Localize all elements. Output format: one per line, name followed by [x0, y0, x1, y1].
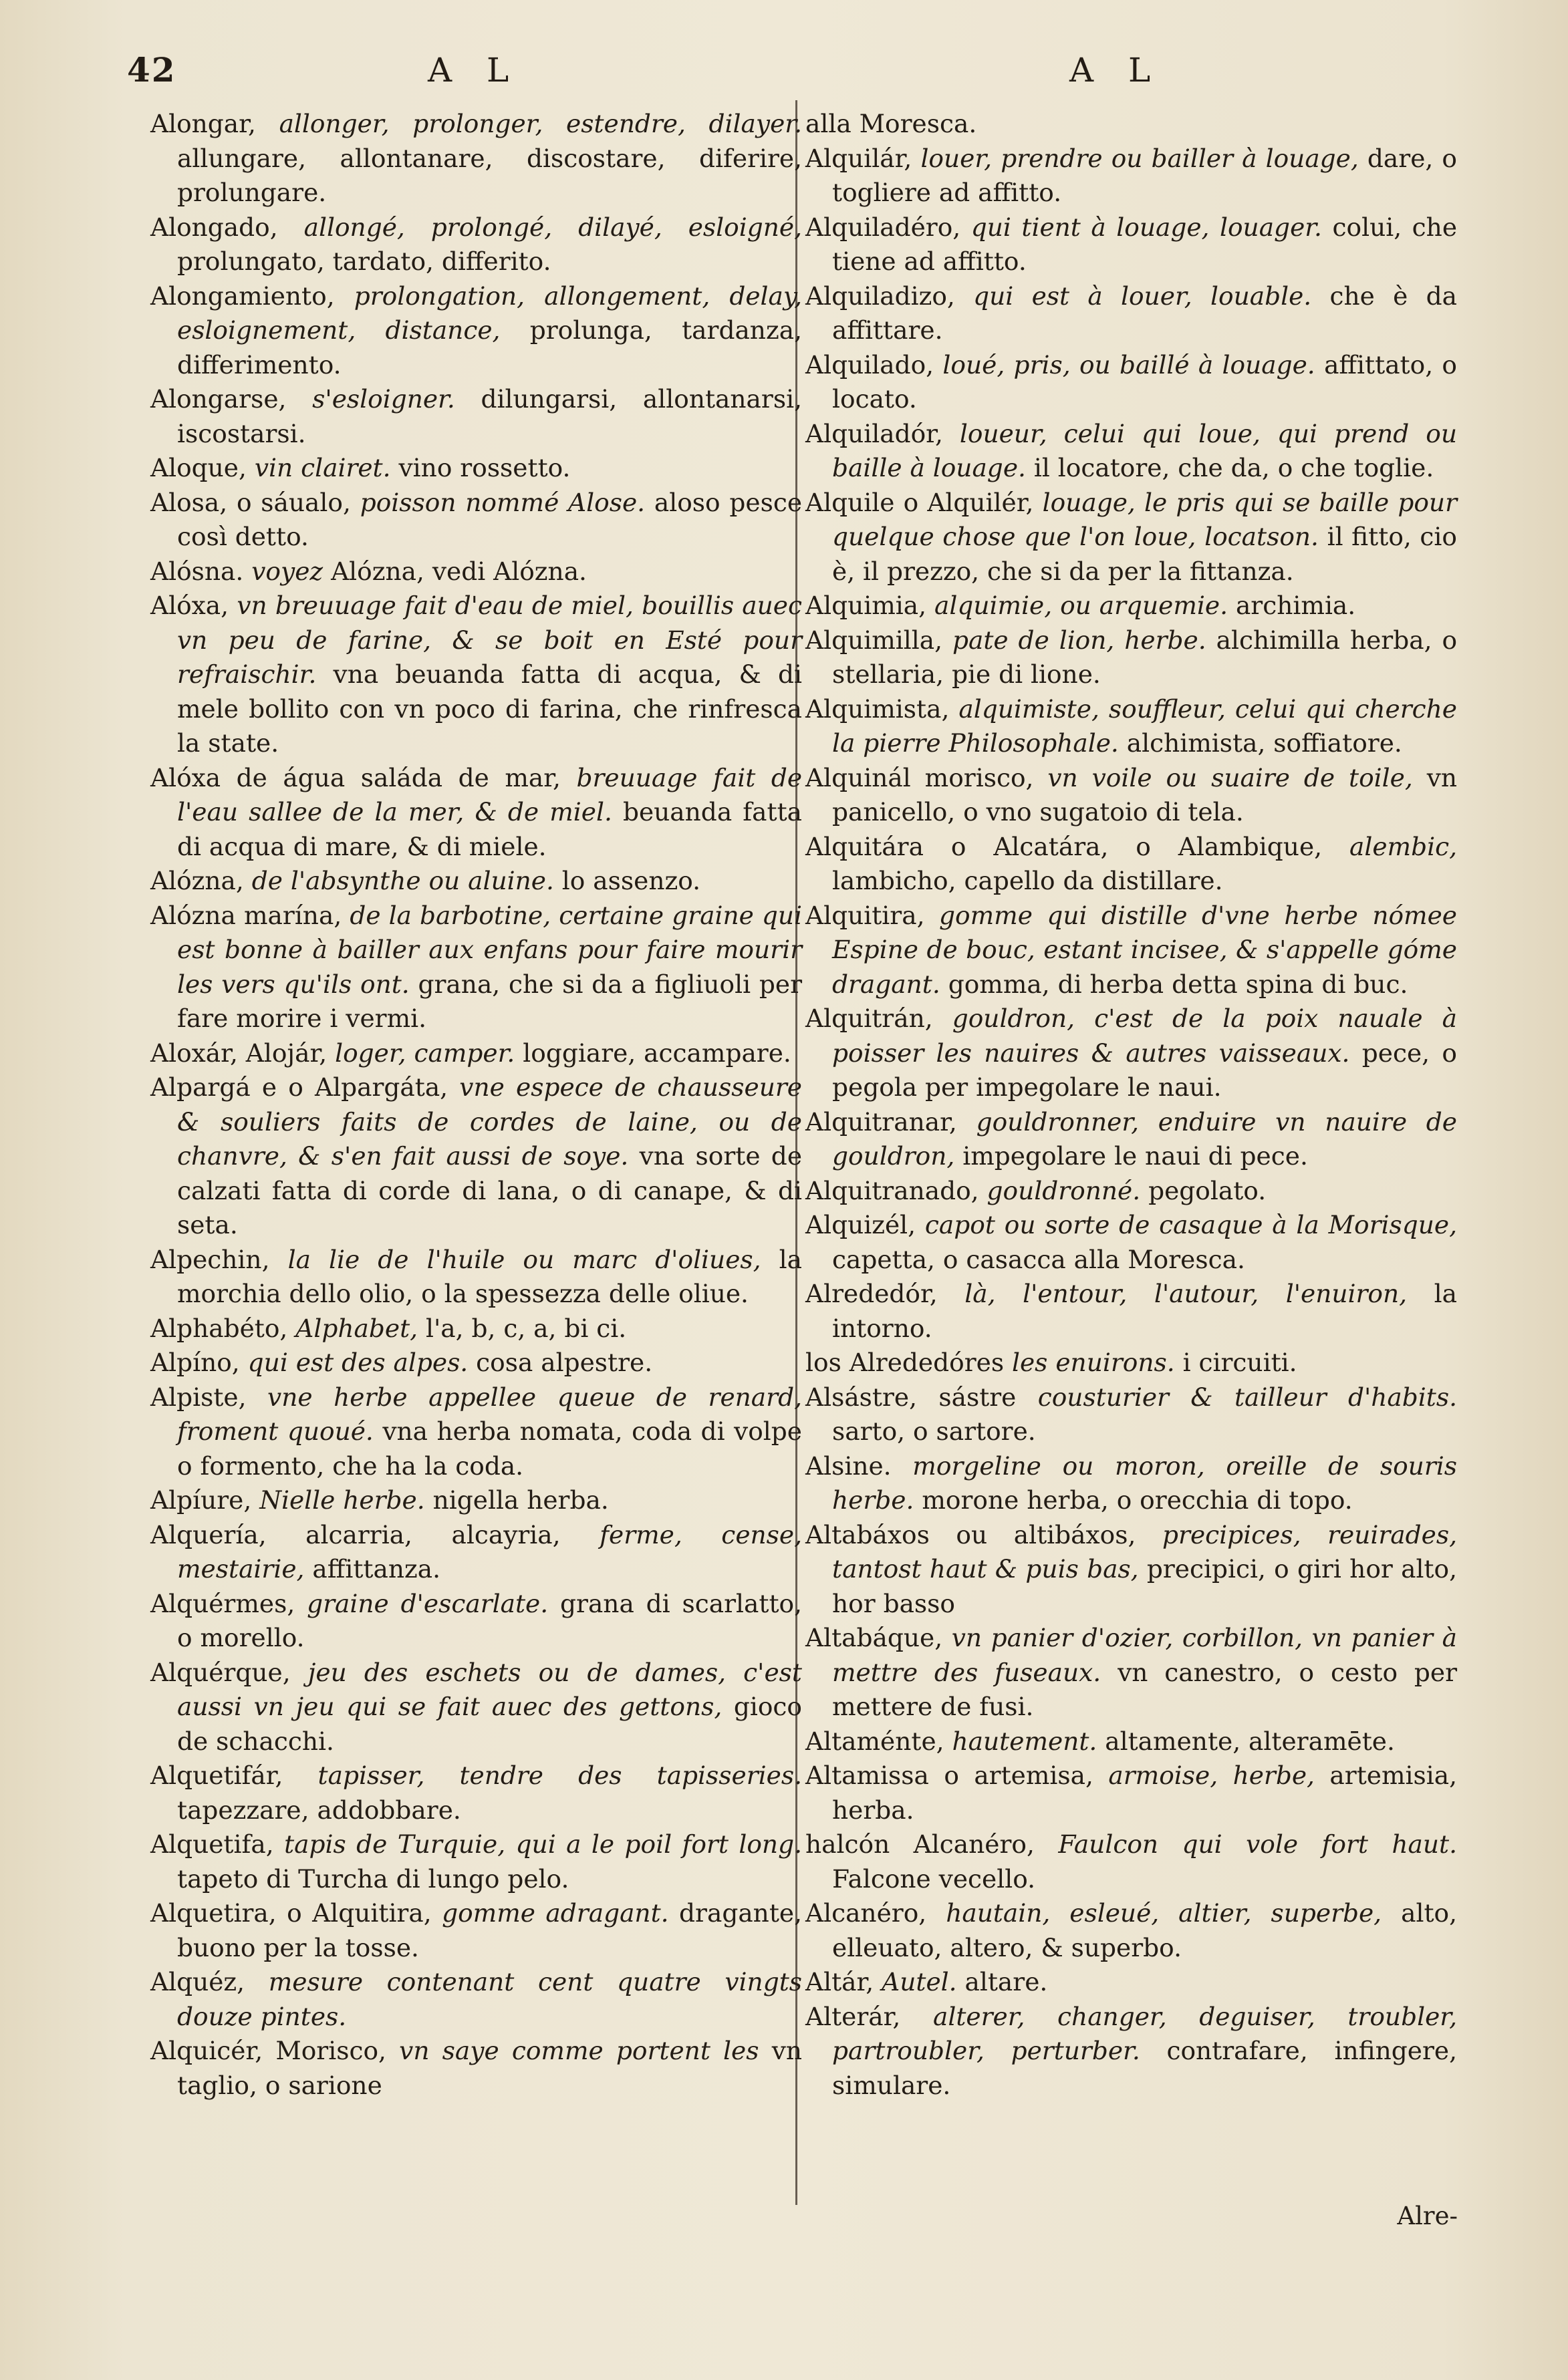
italian-gloss: dare, o togliere ad affitto.: [832, 143, 1458, 207]
headword: Alsástre, sástre: [805, 1382, 1017, 1412]
headword: Alquinál morisco,: [805, 762, 1034, 792]
headword: Altamissa o artemisa,: [805, 1761, 1093, 1790]
french-gloss: capot ou sorte de casaque à la Morisque,: [924, 1210, 1458, 1239]
french-gloss: mesure contenant cent quatre vingts douze pintes.: [177, 1967, 803, 2031]
french-gloss: vne espece de chausseure & souliers faits de cordes de laine, ou de chanvre, & s'en fait aussi de soye.: [177, 1072, 803, 1171]
headword: Alosa, o sáualo,: [150, 487, 351, 517]
french-gloss: armoise, herbe,: [1108, 1761, 1315, 1790]
italian-gloss: lambicho, capello da distillare.: [832, 866, 1223, 895]
french-gloss: s'esloigner.: [312, 384, 455, 414]
dictionary-entry: [805, 1208, 1457, 1277]
dictionary-entry: [805, 761, 1457, 830]
dictionary-entry: [150, 279, 802, 383]
french-gloss: la lie de l'huile ou marc d'oliues,: [287, 1244, 761, 1274]
dictionary-entry: [150, 1965, 802, 2034]
dictionary-entry: [150, 451, 802, 486]
french-gloss: vin clairet.: [254, 453, 391, 482]
french-gloss: Alphabet,: [295, 1313, 418, 1343]
dictionary-entry: [805, 830, 1457, 899]
italian-gloss: morone herba, o orecchia di topo.: [922, 1485, 1353, 1515]
headword: Alquitranar,: [805, 1106, 957, 1137]
french-gloss: precipices, reuirades, tantost haut & puis bas,: [832, 1519, 1457, 1584]
headword: Altár,: [805, 1967, 874, 1996]
french-gloss: vne herbe appellee queue de renard, froment quoué.: [177, 1382, 803, 1446]
french-gloss: qui est des alpes.: [247, 1348, 469, 1377]
headword: Alquetira, o Alquitira,: [150, 1898, 432, 1928]
headword: Alózna marína,: [150, 900, 342, 930]
italian-gloss: sarto, o sartore.: [832, 1417, 1036, 1446]
italian-gloss: pegolato.: [1148, 1175, 1267, 1205]
italian-gloss: dilungarsi, allontanarsi, iscostarsi.: [177, 384, 802, 448]
dictionary-entry: [150, 589, 802, 761]
italian-gloss: gioco de schacchi.: [177, 1692, 803, 1756]
headword: Alquérmes,: [150, 1588, 295, 1618]
french-gloss: jeu des eschets ou de dames, c'est aussi vn jeu qui se fait auec des gettons,: [177, 1657, 802, 1721]
left-running-head: A L: [428, 51, 521, 90]
italian-gloss: capetta, o casacca alla Moresca.: [832, 1244, 1245, 1274]
french-gloss: poisson nommé Alose.: [360, 487, 646, 517]
headword: Alquetifár,: [150, 1761, 283, 1790]
french-gloss: loué, pris, ou baillé à louage.: [942, 349, 1315, 380]
dictionary-entry: [150, 1896, 802, 1965]
french-gloss: cousturier & tailleur d'habits.: [1037, 1382, 1458, 1412]
italian-gloss: Falcone vecello.: [832, 1864, 1036, 1894]
french-gloss: de la barbotine, certaine graine qui est bonne à bailler aux enfans pour faire mourir les vers qu'ils ont.: [177, 900, 803, 999]
italian-gloss: vn canestro, o cesto per mettere de fusi.: [832, 1657, 1458, 1721]
italian-gloss: prolungato, tardato, differito.: [177, 247, 551, 276]
french-gloss: gouldronné.: [987, 1175, 1141, 1205]
italian-gloss: aloso pesce così detto.: [177, 487, 803, 551]
dictionary-entry: [805, 486, 1457, 589]
french-gloss: alquimie, ou arquemie.: [934, 591, 1228, 620]
headword: Alóxa,: [150, 591, 229, 620]
dictionary-entry: [150, 555, 802, 589]
page-number: 42: [127, 50, 176, 90]
dictionary-entry: [150, 107, 802, 210]
italian-gloss: precipici, o giri hor alto, hor basso: [832, 1554, 1458, 1618]
headword: Altabáque,: [805, 1623, 943, 1652]
right-column: [805, 107, 1457, 2103]
headword: Altaménte,: [805, 1726, 944, 1756]
french-gloss: prolongation, allongement, delay, esloignement, distance,: [177, 281, 803, 345]
french-gloss: de l'absynthe ou aluine.: [251, 866, 554, 895]
french-gloss: vn saye comme portent les: [399, 2036, 759, 2065]
headword: los Alrededóres: [805, 1348, 1005, 1377]
italian-gloss: loggiare, accampare.: [523, 1038, 791, 1068]
italian-gloss: impegolare le naui di pece.: [962, 1141, 1308, 1171]
italian-gloss: vino rossetto.: [398, 453, 571, 482]
headword: Alquéz,: [150, 1967, 245, 1996]
italian-gloss: pece, o pegola per impegolare le naui.: [832, 1038, 1458, 1102]
italian-gloss: tapezzare, addobbare.: [177, 1795, 461, 1825]
italian-gloss: prolunga, tardanza, differimento.: [177, 315, 802, 380]
dictionary-entry: [150, 1036, 802, 1071]
dictionary-entry: [150, 1380, 802, 1484]
dictionary-entry: [150, 382, 802, 451]
italian-gloss: alchimilla herba, o stellaria, pie di lione.: [832, 625, 1458, 689]
italian-gloss: vna beuanda fatta di acqua, & di mele bollito con vn poco di farina, che rinfresca la state.: [177, 659, 803, 758]
french-gloss: Nielle herbe.: [259, 1485, 425, 1515]
headword: Alquitira,: [805, 900, 925, 930]
headword: Alquilár,: [805, 143, 912, 173]
dictionary-entry: [805, 1277, 1457, 1346]
dictionary-entry: [805, 107, 1457, 142]
italian-gloss: che è da affittare.: [832, 281, 1458, 345]
dictionary-entry: [150, 1312, 802, 1346]
italian-gloss: la morchia dello olio, o la spessezza delle oliue.: [177, 1244, 803, 1308]
italian-gloss: allungare, allontanare, discostare, diferire, prolungare.: [177, 143, 802, 207]
italian-gloss: nigella herba.: [432, 1485, 609, 1515]
french-gloss: louage, le pris qui se baille pour quelque chose que l'on loue, locatson.: [832, 487, 1457, 551]
french-gloss: morgeline ou moron, oreille de souris herbe.: [832, 1451, 1457, 1515]
headword: Alquitára o Alcatára, o Alambique,: [805, 831, 1323, 861]
french-gloss: Autel.: [882, 1967, 957, 1996]
catchword: Alre-: [1397, 2202, 1458, 2230]
italian-gloss: beuanda fatta di acqua di mare, & di miele.: [177, 797, 802, 861]
headword: Alquitrán,: [805, 1004, 933, 1033]
italian-gloss: tapeto di Turcha di lungo pelo.: [177, 1864, 569, 1894]
french-gloss: là, l'entour, l'autour, l'enuiron,: [964, 1279, 1408, 1308]
dictionary-entry: [805, 348, 1457, 417]
dictionary-entry: [805, 1002, 1457, 1105]
italian-gloss: affittato, o locato.: [832, 349, 1458, 414]
headword: Alquizél,: [805, 1210, 916, 1239]
dictionary-entry: [805, 1965, 1457, 2000]
french-gloss: allongé, prolongé, dilayé, esloigné,: [303, 212, 802, 242]
italian-gloss: vna sorte de calzati fatta di corde di lana, o di canape, & di seta.: [177, 1141, 803, 1239]
headword: Alsine.: [805, 1451, 892, 1481]
italian-gloss: alto, elleuato, altero, & superbo.: [832, 1898, 1458, 1962]
headword: Alquiladéro,: [805, 212, 961, 242]
headword: Alquérque,: [150, 1657, 291, 1687]
headword: Alpechin,: [150, 1244, 270, 1274]
french-gloss: gomme adragant.: [442, 1898, 669, 1928]
french-gloss: allonger, prolonger, estendre, dilayer.: [279, 109, 802, 138]
dictionary-entry: [150, 1070, 802, 1243]
dictionary-entry: [150, 1518, 802, 1587]
french-gloss: ferme, cense, mestairie,: [177, 1519, 803, 1584]
dictionary-entry: [805, 417, 1457, 486]
dictionary-entry: [150, 210, 802, 279]
dictionary-entry: [805, 210, 1457, 279]
headword: Alquetifa,: [150, 1829, 274, 1859]
dictionary-entry: [805, 1518, 1457, 1622]
headword: Alquiladór,: [805, 418, 943, 448]
italian-gloss: alchimista, soffiatore.: [1126, 728, 1402, 758]
french-gloss: alquimiste, souffleur, celui qui cherche la pierre Philosophale.: [832, 694, 1458, 758]
headword: Alongado,: [150, 212, 278, 242]
french-gloss: gomme qui distille d'vne herbe nómee Espine de bouc, estant incisee, & s'appelle góme dragant.: [832, 900, 1457, 999]
headword: Alpíno,: [150, 1348, 240, 1377]
italian-gloss: l'a, b, c, a, bi ci.: [425, 1313, 627, 1343]
headword: Alquicér, Morisco,: [150, 2036, 386, 2065]
dictionary-entry: [805, 1827, 1457, 1896]
dictionary-entry: [150, 1656, 802, 1759]
headword: Alquilado,: [805, 349, 934, 380]
headword: Alquimia,: [805, 591, 927, 620]
french-gloss: qui est à louer, louable.: [973, 281, 1312, 311]
dictionary-entry: [150, 864, 802, 899]
headword: Alóxa de água saláda de mar,: [150, 762, 561, 792]
french-gloss: tapisser, tendre des tapisseries.: [317, 1761, 802, 1790]
italian-gloss: dragante, buono per la tosse.: [177, 1898, 803, 1962]
headword: Alquile o Alquilér,: [805, 487, 1034, 517]
dictionary-entry: [150, 2034, 802, 2103]
french-gloss: les enuirons.: [1012, 1348, 1175, 1377]
headword: Alquimilla,: [805, 625, 943, 655]
headword: Alózna,: [150, 866, 244, 895]
italian-gloss: contrafare, infingere, simulare.: [832, 2036, 1457, 2100]
dictionary-entry: [805, 692, 1457, 761]
headword: Alphabéto,: [150, 1313, 288, 1343]
italian-gloss: Alózna, vedi Alózna.: [331, 556, 587, 586]
dictionary-entry: [150, 1827, 802, 1896]
french-gloss: alembic,: [1349, 831, 1458, 861]
italian-gloss: i circuiti.: [1182, 1348, 1297, 1377]
dictionary-entry: [805, 1759, 1457, 1827]
italian-gloss: vn taglio, o sarione: [177, 2036, 803, 2100]
french-gloss: loger, camper.: [335, 1038, 515, 1068]
dictionary-entry: [805, 1380, 1457, 1449]
italian-gloss: colui, che tiene ad affitto.: [832, 212, 1458, 276]
italian-gloss: artemisia, herba.: [832, 1761, 1458, 1825]
italian-gloss: il locatore, che da, o che toglie.: [1033, 453, 1434, 482]
dictionary-entry: [150, 899, 802, 1036]
italian-gloss: altamente, alteramēte.: [1105, 1726, 1395, 1756]
headword: Alquimista,: [805, 694, 950, 724]
italian-gloss: la intorno.: [832, 1279, 1458, 1343]
french-gloss: gouldronner, enduire vn nauire de gouldron,: [832, 1106, 1458, 1171]
french-gloss: vn breuuage fait d'eau de miel, bouillis auec vn peu de farine, & se boit en Esté pour refraischir.: [177, 591, 803, 689]
dictionary-entry: [150, 1243, 802, 1312]
dictionary-entry: [150, 1759, 802, 1827]
italian-gloss: affittanza.: [312, 1554, 441, 1584]
french-gloss: hautain, esleué, altier, superbe,: [946, 1898, 1382, 1928]
french-gloss: louer, prendre ou bailler à louage,: [920, 143, 1359, 173]
italian-gloss: archimia.: [1235, 591, 1356, 620]
headword: Alongarse,: [150, 384, 287, 414]
headword: Alpíure,: [150, 1485, 252, 1515]
headword: Aloque,: [150, 453, 247, 482]
dictionary-entry: [150, 486, 802, 555]
left-column: [150, 107, 802, 2103]
headword: Alquitranado,: [805, 1175, 979, 1205]
french-gloss: alterer, changer, deguiser, troubler, partroubler, perturber.: [832, 2001, 1457, 2065]
italian-gloss: grana, che si da a figliuoli per fare morire i vermi.: [177, 969, 803, 1033]
french-gloss: vn panier d'ozier, corbillon, vn panier à mettre des fuseaux.: [832, 1623, 1457, 1687]
italian-gloss: cosa alpestre.: [476, 1348, 653, 1377]
french-gloss: breuuage fait de l'eau sallee de la mer, & de miel.: [177, 762, 803, 827]
dictionary-entry: [805, 589, 1457, 623]
french-gloss: hautement.: [952, 1726, 1097, 1756]
italian-gloss: il fitto, cio è, il prezzo, che si da per la fittanza.: [832, 522, 1457, 586]
dictionary-entry: [150, 1587, 802, 1656]
dictionary-entry: [805, 1621, 1457, 1725]
headword: Alterár,: [805, 2001, 901, 2031]
dictionary-entry: [150, 761, 802, 865]
italian-gloss: alla Moresca.: [805, 109, 977, 138]
dictionary-entry: [805, 899, 1457, 1002]
dictionary-entry: [805, 142, 1457, 210]
french-gloss: pate de lion, herbe.: [952, 625, 1206, 655]
french-gloss: qui tient à louage, louager.: [970, 212, 1322, 242]
italian-gloss: grana di scarlatto, o morello.: [177, 1588, 803, 1652]
italian-gloss: altare.: [964, 1967, 1048, 1996]
italian-gloss: lo assenzo.: [561, 866, 701, 895]
headword: Alcanéro,: [805, 1898, 927, 1928]
italian-gloss: vn panicello, o vno sugatoio di tela.: [832, 762, 1458, 827]
dictionary-entry: [805, 1896, 1457, 1965]
headword: Alpargá e o Alpargáta,: [150, 1072, 448, 1102]
headword: Alquiladizo,: [805, 281, 955, 311]
french-gloss: voyez: [251, 556, 323, 586]
dictionary-entry: [805, 623, 1457, 692]
french-gloss: graine d'escarlate.: [307, 1588, 549, 1618]
right-running-head: A L: [1069, 51, 1163, 90]
dictionary-entry: [150, 1483, 802, 1518]
french-gloss: gouldron, c'est de la poix nauale à poisser les nauires & autres vaisseaux.: [832, 1004, 1458, 1068]
dictionary-entry: [805, 1105, 1457, 1174]
french-gloss: tapis de Turquie, qui a le poil fort long.: [284, 1829, 802, 1859]
headword: Altabáxos ou altibáxos,: [805, 1519, 1136, 1549]
dictionary-entry: [805, 1725, 1457, 1759]
dictionary-entry: [805, 1346, 1457, 1380]
french-gloss: loueur, celui qui loue, qui prend ou baille à louage.: [832, 418, 1457, 482]
dictionary-entry: [805, 279, 1457, 348]
french-gloss: Faulcon qui vole fort haut.: [1058, 1829, 1458, 1859]
dictionary-entry: [805, 1449, 1457, 1518]
headword: halcón Alcanéro,: [805, 1829, 1035, 1859]
headword: Aloxár, Alojár,: [150, 1038, 328, 1068]
headword: Alósna.: [150, 556, 244, 586]
italian-gloss: gomma, di herba detta spina di buc.: [948, 969, 1408, 999]
dictionary-entry: [805, 2000, 1457, 2103]
headword: Alpiste,: [150, 1382, 247, 1412]
italian-gloss: vna herba nomata, coda di volpe o formento, che ha la coda.: [177, 1417, 803, 1481]
french-gloss: vn voile ou suaire de toile,: [1047, 762, 1413, 792]
running-header: [0, 47, 1568, 100]
dictionary-entry: [150, 1346, 802, 1380]
headword: Alongamiento,: [150, 281, 335, 311]
dictionary-entry: [805, 1174, 1457, 1209]
headword: Alongar,: [150, 109, 256, 138]
headword: Alrededór,: [805, 1279, 938, 1308]
headword: Alquería, alcarria, alcayria,: [150, 1519, 561, 1549]
